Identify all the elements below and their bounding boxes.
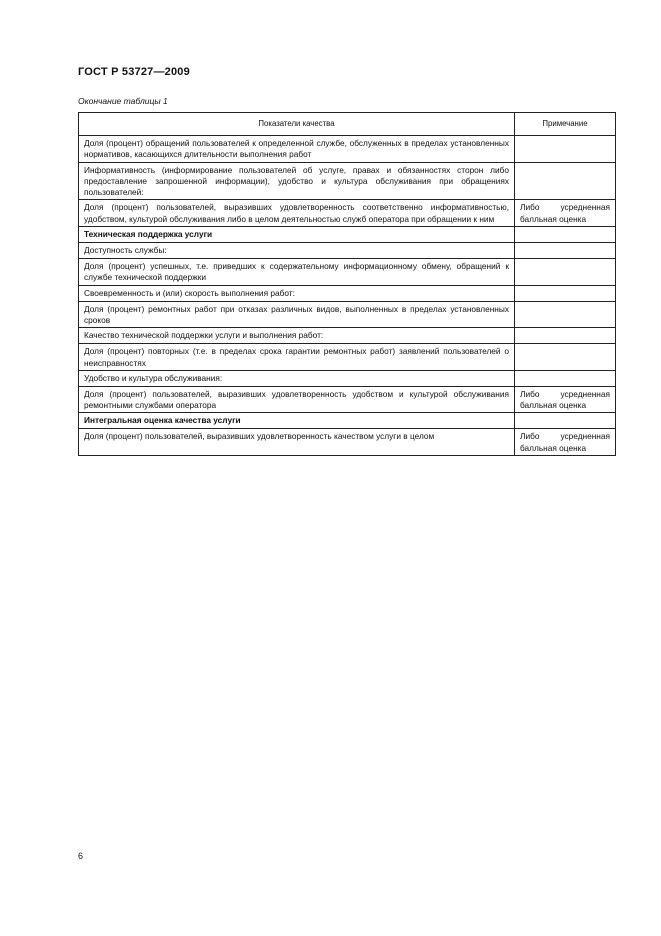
table-row [79,285,616,301]
note-cell [515,413,616,429]
indicator-cell: Информативность (информирование пользователей об услуге, правах и обязанностях сторон либо предоставление запрошенной информации), удобство и культура обслуживания при обращениях пользователей: [79,162,515,200]
document-header: ГОСТ Р 53727—2009 [78,66,190,78]
table-row [79,301,616,328]
note-cell [515,227,616,243]
page-number: 6 [78,851,84,861]
indicator-cell: Доля (процент) повторных (т.е. в пределах срока гарантии ремонтных работ) заявлений пользователей о неисправностях [79,344,515,371]
indicator-cell: Доля (процент) пользователей, выразивших удовлетворенность качеством услуги в целом [79,429,515,456]
note-cell [515,344,616,371]
table-row [79,136,616,163]
note-cell: Либо усредненная балльная оценка [515,386,616,413]
indicator-cell: Доля (процент) пользователей, выразивших удовлетворенность соответственно информативностью, удобством, культурой обслуживания либо в целом деятельностью служб оператора при обращении к ним [79,200,515,227]
note-cell: Либо усредненная балльная оценка [515,200,616,227]
note-cell [515,162,616,200]
table-row [79,259,616,286]
indicator-cell: Доля (процент) обращений пользователей к определенной службе, обслуженных в пределах установленных нормативов, касающихся длительности выполнения работ [79,136,515,163]
note-cell [515,328,616,344]
section-title-cell: Техническая поддержка услуги [79,227,515,243]
indicator-cell: Качество технической поддержки услуги и выполнения работ: [79,328,515,344]
indicator-cell: Удобство и культура обслуживания: [79,370,515,386]
note-cell [515,136,616,163]
indicator-cell: Доля (процент) успешных, т.е. приведших к содержательному информационному обмену, обращений к службе технической поддержки [79,259,515,286]
column-header-indicators: Показатели качества [79,113,515,136]
note-cell [515,243,616,259]
note-cell [515,285,616,301]
table-row [79,328,616,344]
section-row [79,413,616,429]
table-row [79,344,616,371]
table-row [79,243,616,259]
column-header-note: Примечание [515,113,616,136]
indicator-cell: Доля (процент) пользователей, выразивших удовлетворенность удобством и культурой обслуживания ремонтными службами оператора [79,386,515,413]
table-caption: Окончание таблицы 1 [78,96,168,106]
table-header-row [79,113,616,136]
note-cell: Либо усредненная балльная оценка [515,429,616,456]
table-row [79,162,616,200]
section-title-cell: Интегральная оценка качества услуги [79,413,515,429]
indicator-cell: Доля (процент) ремонтных работ при отказах различных видов, выполненных в пределах установленных сроков [79,301,515,328]
indicator-cell: Доступность службы: [79,243,515,259]
table-row [79,386,616,413]
indicator-cell: Своевременность и (или) скорость выполнения работ: [79,285,515,301]
section-row [79,227,616,243]
note-cell [515,259,616,286]
quality-indicators-table [78,112,616,456]
note-cell [515,370,616,386]
table-row [79,370,616,386]
note-cell [515,301,616,328]
table-row [79,429,616,456]
table-row [79,200,616,227]
